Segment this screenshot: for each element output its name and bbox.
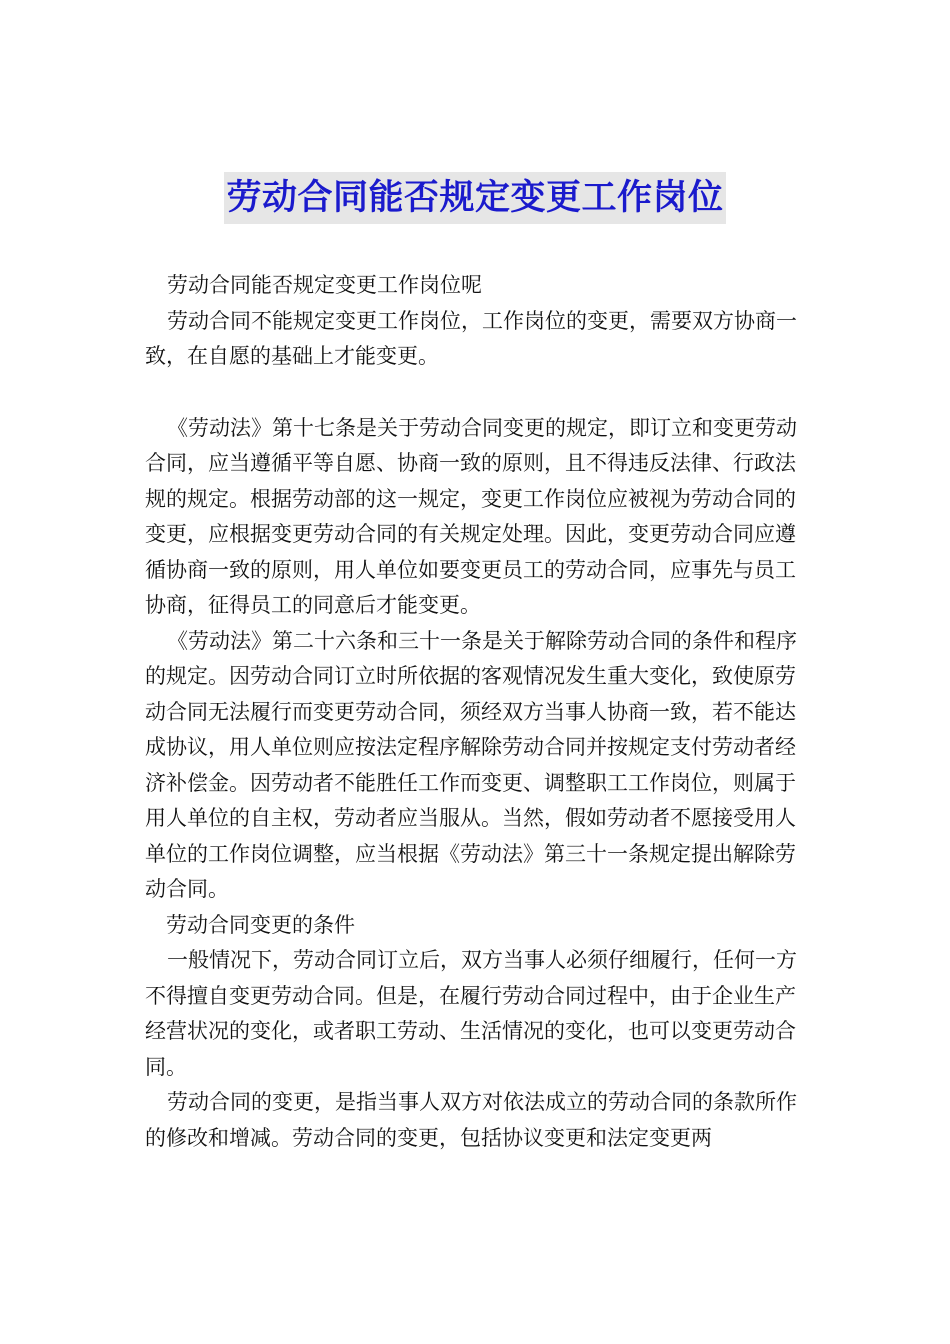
paragraph-question: 劳动合同能否规定变更工作岗位呢 (167, 273, 482, 297)
paragraph-definition: 劳动合同的变更，是指当事人双方对依法成立的劳动合同的条款所作的修改和增减。劳动合同的变更，包括协议变更和法定变更两 (145, 1090, 797, 1150)
paragraph-spacer (145, 375, 810, 411)
document-body (145, 268, 810, 1156)
title-container (0, 172, 950, 224)
paragraph-article-26-31: 《劳动法》第二十六条和三十一条是关于解除劳动合同的条件和程序的规定。因劳动合同订立时所依据的客观情况发生重大变化，致使原劳动合同无法履行而变更劳动合同，须经双方当事人协商一致，若不能达成协议，用人单位则应按法定程序解除劳动合同并按规定支付劳动者经济补偿金。因劳动者不能胜任工作而变更、调整职工工作岗位，则属于用人单位的自主权，劳动者应当服从。当然，假如劳动者不愿接受用人单位的工作岗位调整，应当根据《劳动法》第三十一条规定提出解除劳动合同。 (145, 628, 797, 901)
paragraph-answer: 劳动合同不能规定变更工作岗位，工作岗位的变更，需要双方协商一致，在自愿的基础上才能变更。 (145, 308, 797, 368)
paragraph-general-case: 一般情况下，劳动合同订立后，双方当事人必须仔细履行，任何一方不得擅自变更劳动合同。但是，在履行劳动合同过程中，由于企业生产经营状况的变化，或者职工劳动、生活情况的变化，也可以变更劳动合同。 (145, 948, 797, 1079)
paragraph-article-17: 《劳动法》第十七条是关于劳动合同变更的规定，即订立和变更劳动合同，应当遵循平等自愿、协商一致的原则，且不得违反法律、行政法规的规定。根据劳动部的这一规定，变更工作岗位应被视为劳动合同的变更，应根据变更劳动合同的有关规定处理。因此，变更劳动合同应遵循协商一致的原则，用人单位如要变更员工的劳动合同，应事先与员工协商，征得员工的同意后才能变更。 (145, 415, 797, 617)
section-heading-conditions: 劳动合同变更的条件 (166, 912, 355, 937)
document-title: 劳动合同能否规定变更工作岗位 (224, 172, 725, 224)
